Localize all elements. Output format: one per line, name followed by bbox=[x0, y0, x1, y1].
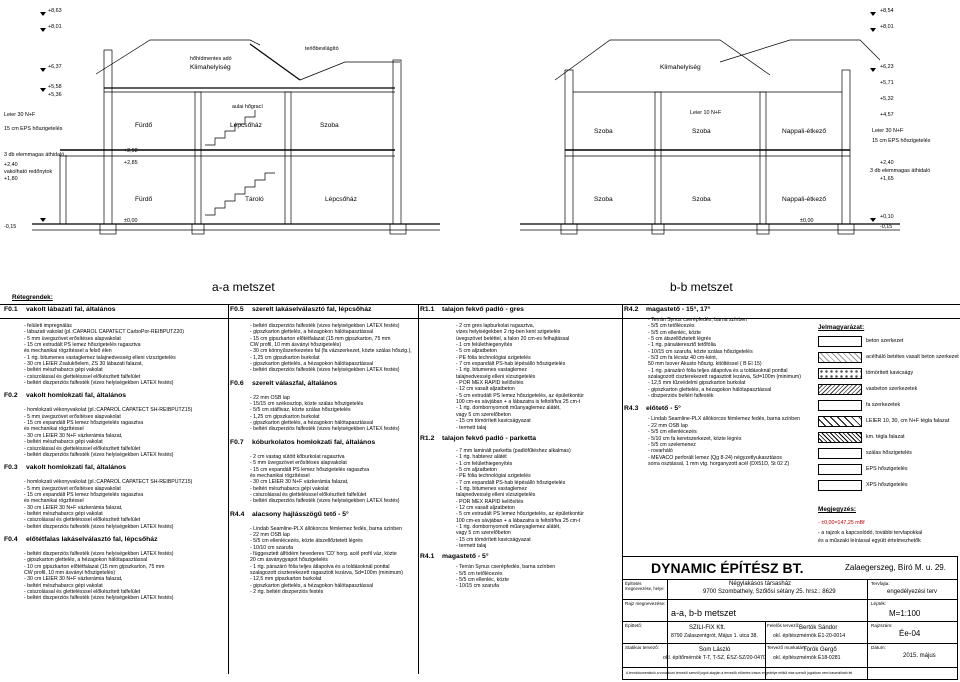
legend-label: vasbeton szerkezetek bbox=[866, 386, 918, 392]
spec-col-2 bbox=[230, 306, 416, 595]
layer: - 5/5 cm tetőlécezés bbox=[648, 323, 695, 330]
side-note-left-1: 15 cm EPS hőszigetelés bbox=[4, 126, 63, 132]
layer: - beltéri diszperziós falfesték (vizes helyiségekben LATEX festés) bbox=[24, 595, 174, 602]
spec-top-rule bbox=[0, 304, 960, 305]
spec-f06 bbox=[230, 380, 416, 433]
layer: - gipszkarton glettelés, a hézagokon hálótapasztással bbox=[24, 557, 148, 564]
layer: és mechanikai rögzítéssel bbox=[250, 472, 310, 479]
aa-room-5: Lépcsőház bbox=[325, 196, 357, 203]
drafter-label: Tervező munkatárs: bbox=[767, 645, 808, 650]
note-1: - a rajzok a kapcsolódó, további tervlapokkal bbox=[818, 530, 923, 536]
side-note-left-2: 3 db elemmagas áthidaló bbox=[4, 152, 65, 158]
layer: - 5/5 cm ellenlécezés, közte átszellőztetett légrés bbox=[250, 538, 363, 545]
bb-room-1: Szoba bbox=[692, 128, 711, 135]
layer: - 12,5 mm gipszkarton burkolat bbox=[250, 576, 322, 583]
footer-note: A tervdokumentáció a vonatkozó tervezői szerzői jogok alapján a tervezők előzetes írásos engedélye nélkül más szerzői jogokban nem használható fel. bbox=[626, 671, 854, 675]
layer: - 1 rtg. dombornyomott műanyaglemez alátét, bbox=[456, 523, 561, 530]
layer: és mechanikai rögzítéssel bbox=[24, 498, 84, 505]
statics-id: okl. építőmérnök T-T, T-SZ, ÉSZ-SZ/20-0470 bbox=[663, 655, 766, 661]
legend-swatch-rc bbox=[818, 384, 862, 395]
legend-swatch-gravel bbox=[818, 368, 862, 379]
drafter: Török Gergő bbox=[803, 647, 837, 653]
layer: - Terrán Synus cserépfedés, barna színben bbox=[648, 317, 748, 323]
legend-label: szálas hőszigetelés bbox=[866, 450, 912, 456]
layers-f03 bbox=[24, 479, 226, 530]
layer: - beltéri mészhabarcs gépi vakolat bbox=[24, 510, 103, 517]
legend-label: fa szerkezetek bbox=[866, 402, 901, 408]
layer: - 15 cm expandált PS lemez hőszigetelés ragasztva bbox=[24, 420, 144, 427]
layer: 100 cm-es sávjában + a lábazatra is feltolt/fva 25 cm-t bbox=[456, 399, 581, 406]
layer: talajnedvesség elleni vízszigetelés bbox=[456, 492, 536, 499]
layer: - csiszolással és glettelésssel előkészített falfelület bbox=[250, 491, 367, 498]
title-f01: vakolt lábazati fal, általános bbox=[26, 306, 116, 313]
layer: 100 cm-es sávjában + a lábazatra is feltolt/fva 25 cm-t bbox=[456, 517, 581, 524]
layer: - beltéri diszperziós falfesték (vizes helyiségekben LATEX festés) bbox=[24, 451, 174, 458]
layer: sorra osztással, 1 mm vtg. horganyzott acél (DX51D, St 02 Z) bbox=[648, 460, 790, 467]
legend-swatch-mineral bbox=[818, 448, 862, 459]
layer: - MEVACO perforált lemez (Qg 8-24) négyzetlyukasztásos bbox=[648, 454, 782, 461]
layer: - PE fólia technológiai szigetelés bbox=[456, 354, 531, 361]
code-f02: F0.2 bbox=[4, 392, 18, 400]
layer: vizes helyiségekben 2 rtg-ben kent szigetelés bbox=[456, 329, 561, 336]
legend-label: LEIER 10, 30, cm N+F tégla falazat bbox=[866, 418, 950, 424]
layers-f06 bbox=[250, 395, 416, 433]
bb-room-0: Szoba bbox=[594, 128, 613, 135]
spec-f03 bbox=[4, 464, 226, 530]
statics-label: Statikus tervező: bbox=[625, 645, 659, 650]
legend-label: tömörített kavicságy bbox=[866, 370, 914, 376]
date: 2015. május bbox=[903, 653, 936, 659]
bb-room-3: Szoba bbox=[594, 196, 613, 203]
bb-room-2: Nappali-étkező bbox=[782, 128, 826, 135]
layer: - 5 cm átszellőztetett légrés bbox=[648, 336, 712, 343]
layers-r11 bbox=[456, 323, 620, 431]
code-r41: R4.1 bbox=[420, 553, 435, 561]
spec-r43 bbox=[624, 405, 814, 467]
spec-col-4 bbox=[624, 306, 814, 467]
layer: - felületi impregnálás bbox=[24, 323, 72, 329]
elev-left-10: -0,15 bbox=[4, 224, 17, 230]
layer: - beltéri diszperziós falfesték (vizes helyiségekben LATEX festés) bbox=[250, 367, 400, 374]
owner-addr: 8790 Zalaszentgrót, Május 1. utca 38. bbox=[671, 633, 758, 639]
statics: Som László bbox=[699, 647, 731, 653]
legend-swatch-wood bbox=[818, 400, 862, 411]
layer: - beltéri diszperziós falfesték (vizes helyiségekben LATEX festés) bbox=[24, 380, 174, 387]
layer: - gipszkarton glettelés, a hézagokon hálótapasztással bbox=[250, 582, 374, 589]
side-note-right-2: 3 db elemmagas áthidaló bbox=[870, 168, 931, 174]
col-divider-1 bbox=[228, 304, 229, 674]
code-r11: R1.1 bbox=[420, 306, 435, 313]
project-addr: 9700 Szombathely, Szőlősi sétány 25. hrsz.: 8629 bbox=[703, 589, 836, 595]
spec-heading: Rétegrendek: bbox=[12, 294, 53, 301]
layer: - beltéri diszperziós falfesték (vizes helyiségekben LATEX festés) bbox=[250, 498, 400, 505]
layer: talajnedvesség elleni vízszigetelés bbox=[456, 373, 536, 380]
legend-label: km. tégla falazat bbox=[866, 434, 905, 440]
firm-name: DYNAMIC ÉPÍTÉSZ BT. bbox=[651, 560, 804, 576]
layer: - 30 cm LEIER Zsalukőelem, ZS 30 lábazati falazat, bbox=[24, 361, 143, 368]
designer-label: Felelős tervező: bbox=[767, 623, 800, 628]
layer: - 22 mm OSB lap bbox=[648, 422, 688, 429]
aa-extra-1: aulai hőgrací bbox=[232, 104, 263, 110]
layer: - beltéri mészhabarcs gépi vakolat bbox=[250, 485, 329, 492]
section-bb-title: b-b metszet bbox=[670, 280, 733, 294]
code-f04: F0.4 bbox=[4, 535, 18, 543]
title-r43: előtető - 5° bbox=[646, 405, 681, 413]
side-note-right-1: 15 cm EPS hőszigetelés bbox=[872, 138, 931, 144]
layer: - 1 rtg. bitumenes vastaglemez bbox=[456, 367, 527, 374]
layers-f07 bbox=[250, 454, 416, 505]
legend-label: EPS hőszigetelés bbox=[866, 466, 908, 472]
layer: - gipszkarton glettelés, a hézagokon hálótapasztással bbox=[250, 361, 374, 368]
elev-right-8: ±0,00 bbox=[800, 218, 814, 224]
elev-right-9: +0,10 bbox=[880, 214, 894, 220]
elev-right-3: +5,71 bbox=[880, 80, 894, 86]
side-note-right-0: Leier 30 N+F bbox=[872, 128, 904, 134]
title-f07: kóburkolatos homlokzati fal, általános bbox=[252, 438, 376, 446]
sheet-name: a-a, b-b metszet bbox=[671, 608, 737, 618]
legend-label: acélháló betétes vasalt beton szerkezet bbox=[866, 354, 959, 360]
layer: - 15 cm extrudált PS lemez hőszigetelés ragasztva bbox=[24, 342, 141, 349]
legend-label: beton szerkezet bbox=[866, 338, 904, 344]
spec-f05 bbox=[230, 306, 416, 374]
layer: 50 mm Isover Akusto hőszig. kitöltéssel ( B El 15) bbox=[648, 361, 762, 368]
layers-f01 bbox=[24, 323, 226, 386]
elev-right-2: +6,23 bbox=[880, 64, 894, 70]
layer: - 5 cm extrudált PS lemez hőszigetelés, az épületkontúr bbox=[456, 511, 585, 518]
layer: - 10/15 cm szarufa, közte szálas hőszigetelés bbox=[648, 348, 753, 355]
title-r11: talajon fekvő padló - gres bbox=[442, 306, 524, 313]
layer: - 12 cm vasalt aljzatbeton bbox=[456, 386, 515, 393]
title-r12: talajon fekvő padló - parketta bbox=[442, 434, 537, 442]
layer: - termett talaj bbox=[456, 424, 487, 431]
side-note-left-0: Leier 30 N+F bbox=[4, 112, 36, 118]
elev-left-9: ±0,00 bbox=[124, 218, 138, 224]
code-f07: F0.7 bbox=[230, 438, 244, 446]
elev-left-8: +1,80 bbox=[4, 176, 18, 182]
code-f05: F0.5 bbox=[230, 306, 244, 313]
layer: szalagozott ciszterekezett ragasztott lezárva, Sd=100m (minimum) bbox=[250, 569, 403, 576]
legend-swatch-leier bbox=[818, 416, 862, 427]
layer: - 2 rtg. beltéri diszperziós festés bbox=[250, 589, 324, 595]
tervfajta-label: Tervfajta: bbox=[871, 581, 890, 586]
layer: - 1 rtg. párazáró fólia teljes átlapolva és a toldásoknál ponttal bbox=[250, 563, 390, 570]
project: Négylakásos társasház bbox=[729, 581, 792, 587]
layer: - 5 cm aljzatbeton bbox=[456, 466, 497, 473]
layer: - 5/5 cm ellenlécezés bbox=[648, 429, 697, 436]
layer: - 10/10 cm szarufa bbox=[250, 544, 293, 551]
layers-f05 bbox=[250, 323, 416, 374]
layer: - 30 cm LEIER 30 N+F vázkerámia falazat, bbox=[24, 576, 123, 583]
layer: - beltéri diszperziós falfesték (vizes helyiségekben LATEX festés) bbox=[24, 550, 174, 557]
layer: - 1,25 cm gipszkarton burkolat bbox=[250, 413, 320, 420]
layer: - homlokzati vékonyvakolat (pl.:CAPAROL CAPATECT SH-REIBPUTZ15) bbox=[24, 479, 193, 486]
layer: - 5/5 cm ellenléc, közte bbox=[456, 577, 510, 584]
spec-col-1 bbox=[4, 306, 226, 602]
layer: vagy 5 cm szerelőbeton bbox=[456, 530, 511, 537]
layer: - 1 cm felülethiegenyítés bbox=[456, 460, 513, 467]
layer: - Lindab Seamline-PLX állókorcos fémlemez fedés, barna színben bbox=[648, 416, 800, 423]
layer: - 5 mm üvegszövet erősítéses alapvakolat bbox=[24, 335, 121, 342]
layer: - 7 mm laminált parketta (padlófűtéshez alkalmas) bbox=[456, 447, 571, 454]
layer: - 22 mm OSB lap bbox=[250, 531, 290, 538]
section-drawing-svg bbox=[0, 0, 960, 285]
legend-swatch-reinforced bbox=[818, 352, 862, 363]
spec-r42 bbox=[624, 306, 814, 399]
layer: - 5 mm üvegszövet erősítéses alapvakolat bbox=[24, 413, 121, 420]
aa-room-4: Tároló bbox=[245, 196, 264, 203]
aa-room-2: Szoba bbox=[320, 122, 339, 129]
layer: - POR MEX RAPID kellősítés bbox=[456, 380, 524, 387]
layer: - beltéri mészhabarcs gépi vakolat bbox=[24, 582, 103, 589]
layer: - gipszkarton glettelés, a hézagokon hálótapasztással bbox=[250, 329, 374, 336]
code-f06: F0.6 bbox=[230, 379, 244, 387]
layer: - termett talaj bbox=[456, 543, 487, 549]
section-aa-title: a-a metszet bbox=[212, 280, 275, 294]
code-r42: R4.2 bbox=[624, 306, 639, 313]
layer: 20 cm ásványgyapot hőszigetelés bbox=[250, 557, 328, 564]
layer: - 15/15 cm székoszlop, közte szálas hőszigetelés bbox=[250, 401, 364, 408]
spec-f01 bbox=[4, 306, 226, 386]
tb-rule-3 bbox=[623, 621, 957, 622]
layer: - 2 cm vastag sütött kőburkolat ragasztva bbox=[250, 453, 345, 460]
layer: - beltéri diszperziós falfesték (vizes helyiségekben LATEX festés) bbox=[250, 426, 400, 433]
layers-r12 bbox=[456, 448, 620, 550]
layer: - 5 cm extrudált PS lemez hőszigetelés, az épületkontúr bbox=[456, 392, 585, 399]
layers-r43 bbox=[648, 416, 814, 467]
layer: - csiszolással és glettelésssel előkészített falfelület bbox=[24, 445, 141, 452]
layer: - 15 cm tömörített kavicságyazat bbox=[456, 536, 531, 543]
layer: - 10 cm gipszkarton előtétfalazat (15 mm gipszkarton, 75 mm bbox=[24, 563, 165, 570]
layer: üvegszövet betéttel, a falon 20 cm-es felhajtással bbox=[456, 335, 570, 342]
bb-room-4: Szoba bbox=[692, 196, 711, 203]
spec-r11 bbox=[420, 306, 620, 431]
aa-room-0: Fürdő bbox=[135, 122, 153, 129]
code-r12: R1.2 bbox=[420, 434, 435, 442]
layer: - csiszolással és glettelésssel előkészített falfelület bbox=[24, 589, 141, 595]
bb-room-5: Nappali-étkező bbox=[782, 196, 826, 203]
layer: - 1 rtg. habterez alátét bbox=[456, 454, 507, 461]
aa-room-1: Lépcsőház bbox=[230, 122, 262, 129]
layer: - 1 cm felülethiegenyítés bbox=[456, 342, 513, 349]
layer: - 1 rtg. bitumenes vastaglemez bbox=[456, 485, 527, 492]
tb-rule-4 bbox=[623, 643, 957, 644]
layer: - 5/5 cm szelemenez bbox=[648, 441, 696, 448]
layer: - 5/10 cm fa keretszerkezet, közte légrés bbox=[648, 435, 742, 442]
layer: szalagozott ciszterekezett ragasztott lezárva, Sd=100m (minimum) bbox=[648, 374, 801, 381]
layer: - 5/3 cm fa lécváz 40 cm-ként, bbox=[648, 355, 718, 362]
spec-r44 bbox=[230, 511, 416, 596]
layer: - gipszkarton glettelés, a hézagokon hálótapasztással bbox=[648, 386, 772, 393]
layer: - 2 cm gres lapburkolat ragasztva, bbox=[456, 323, 535, 329]
layer: - 1 rtg. dombornyomott műanyaglemez alátét, bbox=[456, 405, 561, 412]
layer: - beltéri diszperziós falfesték (vizes helyiségekben LATEX festés) bbox=[250, 323, 400, 329]
layer: - 22 mm OSB lap bbox=[250, 394, 290, 401]
title-f06: szerelt válaszfal, általános bbox=[252, 379, 338, 387]
layer: CW profil, 10 mm ásványi hőszigetelés) bbox=[24, 569, 116, 576]
layer: - 15 cm expandált PS lemez hőszigetelés ragasztva bbox=[24, 491, 144, 498]
legend-swatch-brick bbox=[818, 432, 862, 443]
elev-left-0: +8,63 bbox=[48, 8, 62, 14]
legend-swatch-eps bbox=[818, 464, 862, 475]
layer: - 5 cm aljzatbeton bbox=[456, 348, 497, 355]
spec-f07 bbox=[230, 439, 416, 505]
code-f03: F0.3 bbox=[4, 464, 18, 472]
scale-label: Lépték: bbox=[871, 601, 887, 606]
title-f02: vakolt homlokzati fal, általános bbox=[26, 392, 127, 400]
drafter-id: okl. építészmérnök É18-0281 bbox=[773, 655, 841, 661]
aa-room-3: Fürdő bbox=[135, 196, 153, 203]
title-r44: alacsony hajlásszögű tető - 5° bbox=[252, 510, 349, 518]
tb-rule-2 bbox=[623, 599, 957, 600]
title-f04: előtétfalas lakáselválasztó fal, lépcsőház bbox=[26, 535, 158, 543]
owner: SZILI-FIX Kft. bbox=[689, 625, 726, 631]
title-r42: magastető - 15°, 17° bbox=[646, 306, 711, 313]
layer: vagy 5 cm szerelőbeton bbox=[456, 411, 511, 418]
code-r44: R4.4 bbox=[230, 510, 245, 518]
note-0: - ±0,00=147,25 mBf bbox=[818, 520, 865, 526]
elev-left-1: +8,01 bbox=[48, 24, 62, 30]
tb-vrule-1 bbox=[867, 579, 868, 679]
code-f01: F0.1 bbox=[4, 306, 18, 313]
legend-title: Jelmagyarázat: bbox=[818, 324, 865, 331]
layer: - 30 cm LEIER 30 N+F vázkerámia falazat, bbox=[24, 432, 123, 439]
section-drawings bbox=[0, 0, 960, 294]
spec-r12 bbox=[420, 435, 620, 550]
layer: - 7 cm expandált PS-hab lépésálló hőszigetelés bbox=[456, 361, 566, 368]
layer: - POR MEX RAPID kellősítés bbox=[456, 498, 524, 505]
legend-label: XPS hőszigetelés bbox=[866, 482, 908, 488]
layer: - 30 cm LEIER 30 N+F vázkerámia falazat, bbox=[24, 504, 123, 511]
layer: - 1 rtg. páraáteresztő tetőfólia bbox=[648, 342, 716, 349]
scale: M=1:100 bbox=[889, 609, 921, 618]
layer: - diszperziós beltéri falfesték bbox=[648, 393, 714, 400]
layers-f02 bbox=[24, 407, 226, 458]
layer: - 5 mm üvegszövet erősítéses alapvakolat bbox=[24, 485, 121, 492]
elev-left-6: +2,85 bbox=[124, 160, 138, 166]
layer: - 15 cm tömörített kavicságyazat bbox=[456, 418, 531, 425]
code-r43: R4.3 bbox=[624, 405, 639, 413]
firm-address: Zalaegerszeg, Bíró M. u. 29. bbox=[845, 563, 946, 572]
title-f03: vakolt homlokzati fal, általános bbox=[26, 464, 127, 472]
layer: és mechanikai rögzítéssel bbox=[24, 426, 84, 433]
layers-r44 bbox=[250, 526, 416, 596]
layer: - Lindab Seamline-PLX állókorcos fémlemez fedés, barna színben bbox=[250, 525, 402, 532]
layers-f04 bbox=[24, 551, 226, 602]
spec-col-3 bbox=[420, 306, 620, 590]
bb-extra-0: Klimahelyiség bbox=[660, 64, 701, 71]
layer: - rovarháló bbox=[648, 448, 673, 455]
spec-f04 bbox=[4, 536, 226, 602]
layer: - 15 cm gipszkarton előtétfalazat (15 mm gipszkarton, 75 mm bbox=[250, 335, 391, 342]
layer: - csiszolással és glettelésssel előkészített falfelület bbox=[24, 373, 141, 380]
layer: és mechanikai rögzítéssel a felső élen bbox=[24, 348, 112, 355]
elev-left-2: +6,37 bbox=[48, 64, 62, 70]
tb-vrule-2 bbox=[667, 579, 668, 679]
project-label: Építtetés megnevezése, helye: bbox=[625, 581, 665, 591]
tb-rule-5 bbox=[623, 667, 957, 668]
title-r41: magastető - 5° bbox=[442, 553, 489, 561]
layer: - 1,25 cm gipszkarton burkolat bbox=[250, 354, 320, 361]
layer: CW profil, 10 mm ásványi hőszigetelés) bbox=[250, 342, 342, 349]
side-note-left-3: vakolható redőnytok bbox=[4, 169, 53, 175]
elev-right-10: -0,15 bbox=[880, 224, 893, 230]
designer-id: okl. építészmérnök É1-20-0014 bbox=[773, 633, 846, 639]
layer: - 30 cm LEIER 30 N+F vázkerámia falazat, bbox=[250, 479, 349, 486]
layer: - 1 rtg. párazáró fólia teljes átlapolva és a toldásoknál ponttal bbox=[648, 367, 788, 374]
aa-extra-4: hőhídmentes adó bbox=[190, 56, 232, 62]
layer: - lábazati vakolat (pl.:CAPAROL CAPATECT CarboPor-REIBPUTZ20) bbox=[24, 329, 184, 336]
layer: - függesztett álfödém hevederes 'CD' horg. acél profil váz, közte bbox=[250, 550, 397, 557]
title-f05: szerelt lakáselválasztó fal, lépcsőház bbox=[252, 306, 372, 313]
elev-right-6: +2,40 bbox=[880, 160, 894, 166]
layer: - gipszkarton glettelés, a hézagokon hálótapasztással bbox=[250, 420, 374, 427]
sheet-label: Rajz megnevezése: bbox=[625, 601, 666, 606]
layer: - 12 cm vasalt aljzatbeton bbox=[456, 504, 515, 511]
layer: - 12,5 mm tűzvédelmi gipszkarton burkolat bbox=[648, 380, 746, 387]
notes-title: Megjegyzés: bbox=[818, 506, 857, 513]
aa-extra-0: Klimahelyiség bbox=[190, 64, 231, 71]
layer: - 30 cm könnyűszerkezetes fal (fa vázszerkezet, közte szálas hőszig.), bbox=[250, 348, 412, 355]
elev-right-1: +8,01 bbox=[880, 24, 894, 30]
layer: - beltéri mészhabarcs gépi vakolat bbox=[24, 439, 103, 446]
layer: - 5/5 cm ellenléc, közte bbox=[648, 329, 702, 336]
tervfajta: engedélyezési terv bbox=[887, 589, 938, 595]
designer: Bertók Sándor bbox=[799, 625, 838, 631]
layer: - 5 mm üvegszövet erősítéses alapvakolat bbox=[250, 460, 347, 467]
layer: - 10/15 cm szarufa bbox=[456, 583, 499, 590]
legend-swatch-concrete bbox=[818, 336, 862, 347]
sheetno-label: Rajzszám: bbox=[871, 623, 893, 628]
elev-right-5: +4,57 bbox=[880, 112, 894, 118]
layer: - 15 cm expandált PS lemez hőszigetelés ragasztva bbox=[250, 466, 370, 473]
layer: - csiszolással és glettelésssel előkészített falfelület bbox=[24, 517, 141, 524]
elev-left-4: +5,36 bbox=[48, 92, 62, 98]
spec-r41 bbox=[420, 553, 620, 589]
layer: - Terrán Synus cserépfedés, barna színben bbox=[456, 564, 556, 571]
layer: - beltéri mészhabarcs gépi vakolat bbox=[24, 367, 103, 374]
col-divider-2 bbox=[418, 304, 419, 674]
layer: - homlokzati vékonyvakolat (pl.:CAPAROL CAPATECT SH-REIBPUTZ15) bbox=[24, 407, 193, 414]
legend-swatch-xps bbox=[818, 480, 862, 491]
elev-right-0: +8,54 bbox=[880, 8, 894, 14]
layers-r41 bbox=[456, 564, 620, 589]
bb-extra-1: Leier 10 N+F bbox=[690, 110, 722, 116]
elev-right-4: +5,32 bbox=[880, 96, 894, 102]
sheetno: Ée-04 bbox=[899, 629, 921, 638]
layers-r42 bbox=[648, 317, 814, 399]
note-2: és a műszaki leírással együtt értelmezhetők bbox=[818, 538, 921, 544]
elev-left-7: +2,40 bbox=[4, 162, 18, 168]
layer: - beltéri diszperziós falfesték (vizes helyiségekben LATEX festés) bbox=[24, 523, 174, 530]
title-block bbox=[622, 556, 958, 680]
spec-f02 bbox=[4, 392, 226, 458]
layer: - 7 cm expandált PS-hab lépésálló hőszigetelés bbox=[456, 479, 566, 486]
aa-extra-3: terlőbevilágító bbox=[305, 46, 339, 52]
elev-left-3: +5,58 bbox=[48, 84, 62, 90]
layer: - 5/5 cm stáflivaz, közte szálas hőszigetelés bbox=[250, 407, 351, 414]
layer: - 5/5 cm tetőlécezés bbox=[456, 570, 503, 577]
elev-left-5: +2,92 bbox=[124, 148, 138, 154]
layer: - 1 rtg. bitumenes vastaglemez talajnedvesség elleni vízszigetelés bbox=[24, 354, 176, 361]
date-label: Dátum: bbox=[871, 645, 886, 650]
tb-rule-1 bbox=[623, 579, 957, 580]
elev-right-7: +1,65 bbox=[880, 176, 894, 182]
layer: - PE fólia technológiai szigetelés bbox=[456, 473, 531, 480]
owner-label: Építtető: bbox=[625, 623, 643, 628]
